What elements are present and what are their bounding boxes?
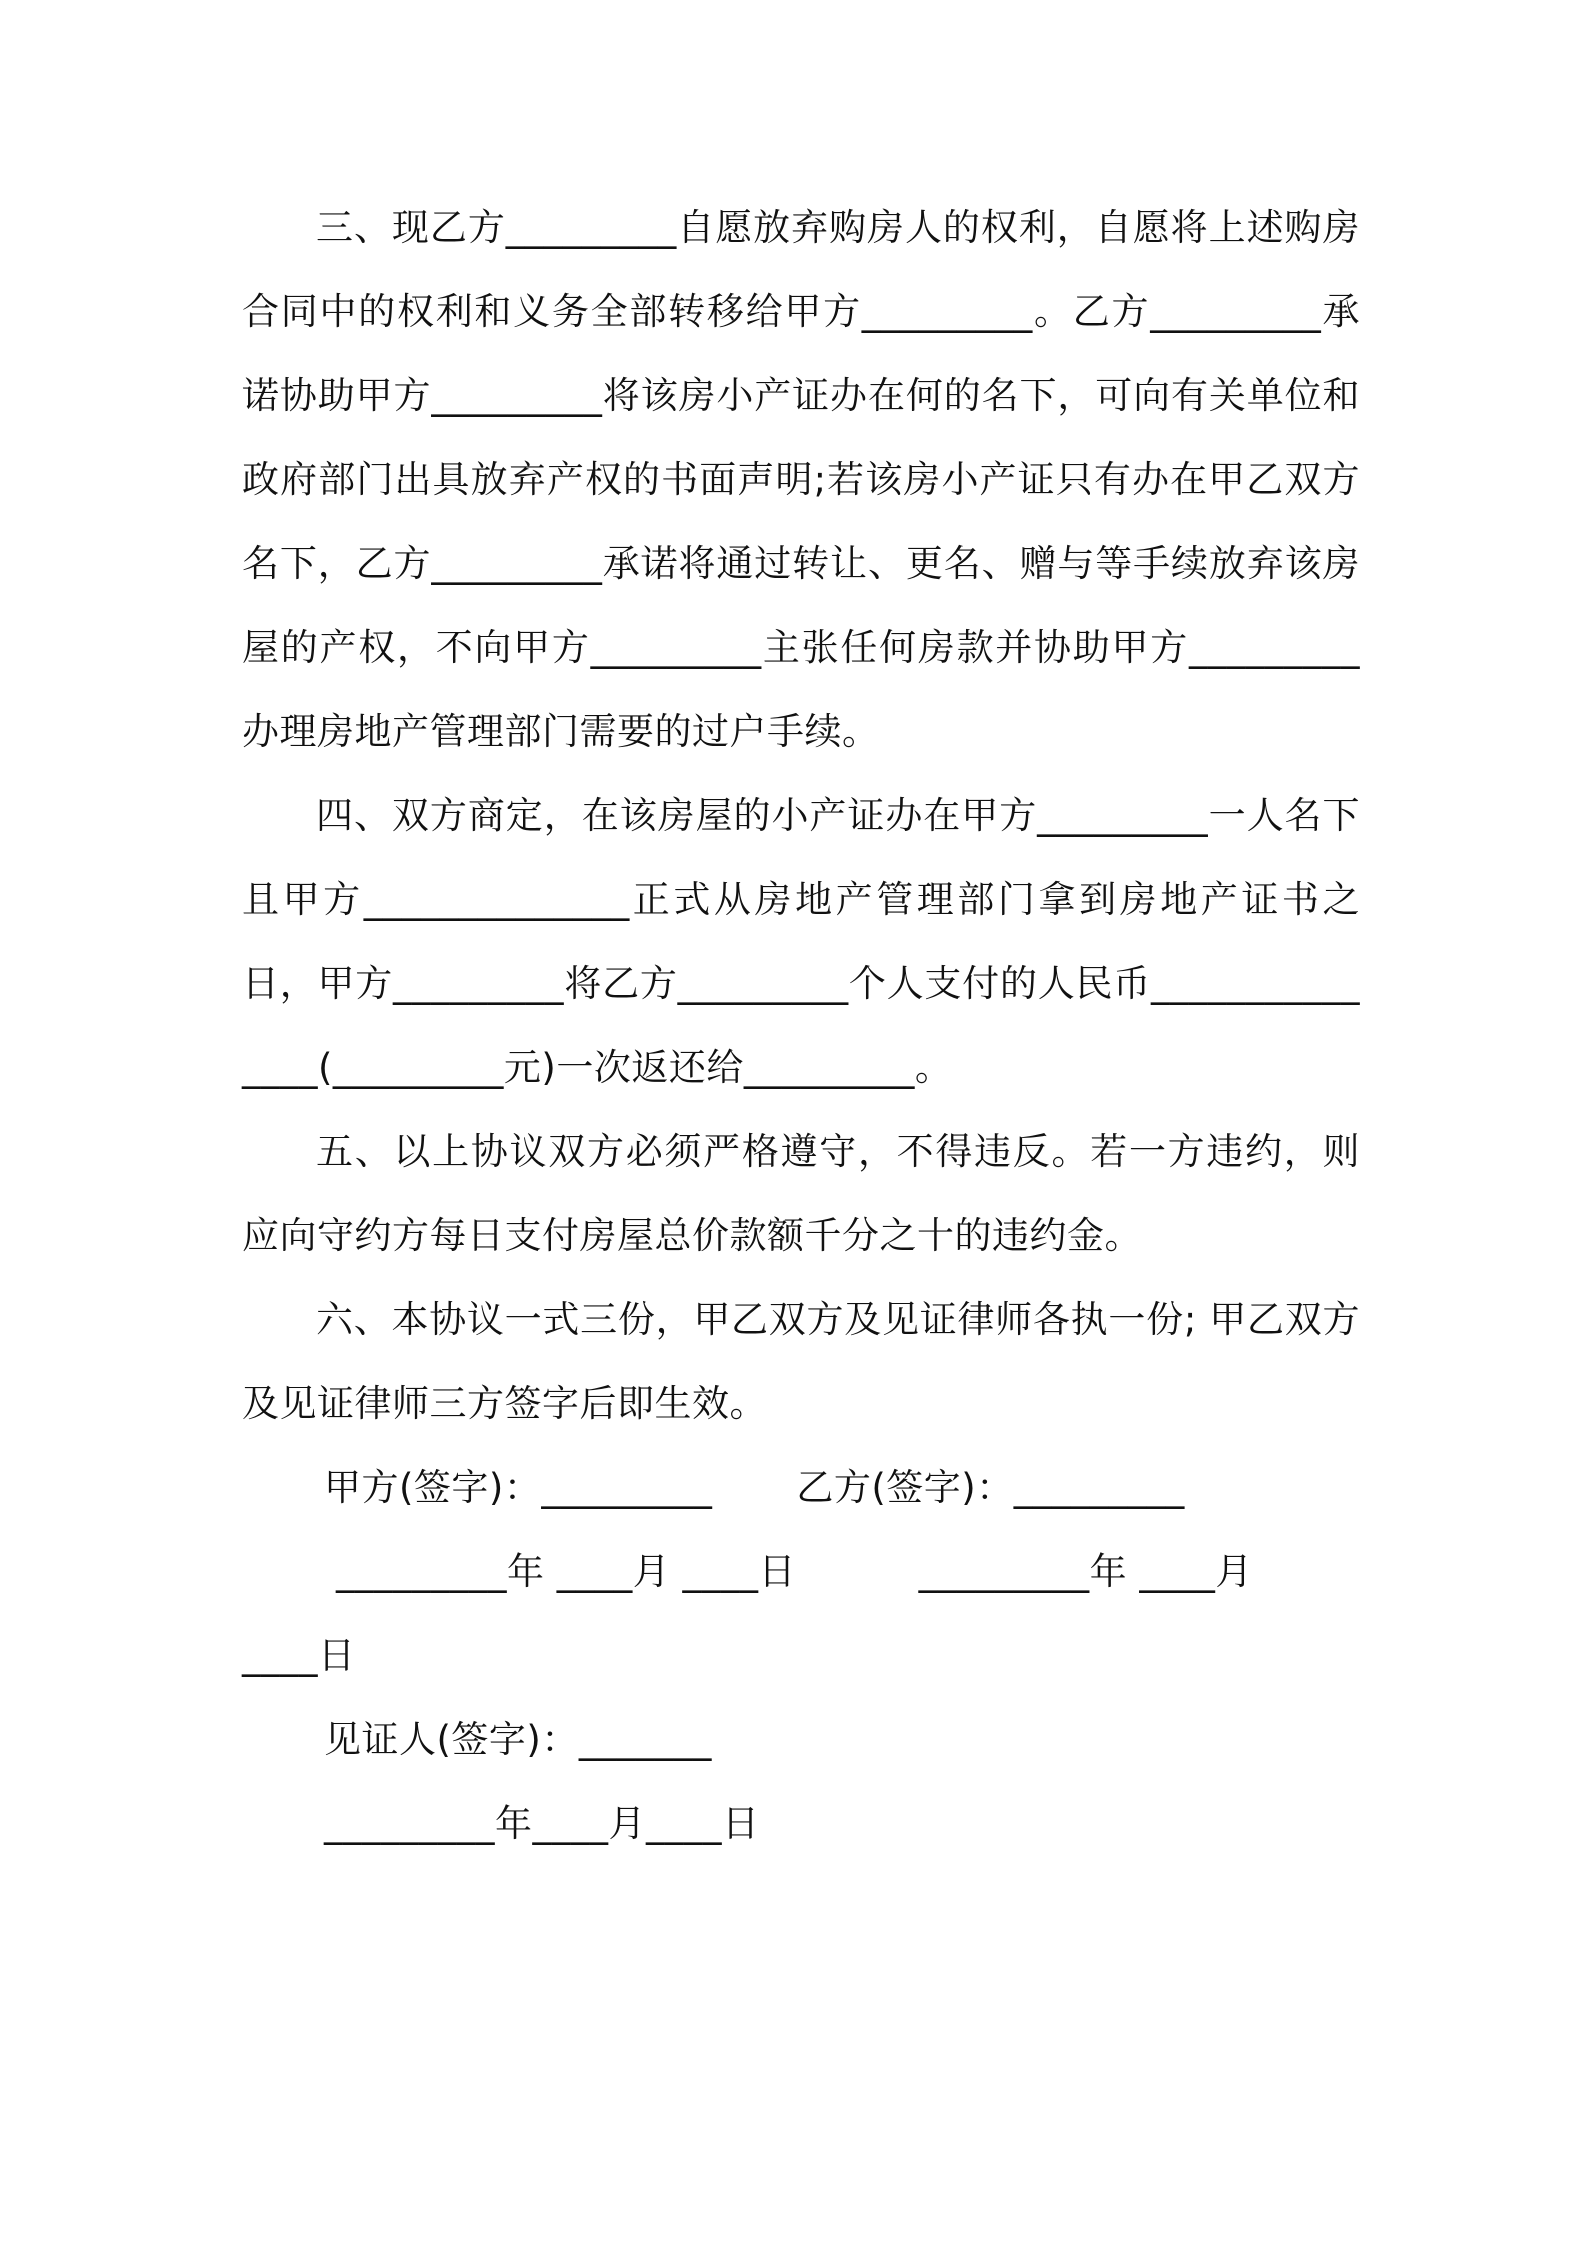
- clause-three: 三、现乙方_________自愿放弃购房人的权利，自愿将上述购房合同中的权利和义务全部转移给甲方_________。乙方_________承诺协助甲方_________将该房小产证办在何的名下，可向有关单位和政府部门出具放弃产权的书面声明;若该房小产证只有办在甲乙双方名下，乙方_________承诺将通过转让、更名、赠与等手续放弃该房屋的产权，不向甲方_________主张任何房款并协助甲方_________办理房地产管理部门需要的过户手续。: [242, 206, 1360, 753]
- witness-signature: 见证人(签字)：_______: [324, 1718, 712, 1761]
- clause-four: 四、双方商定，在该房屋的小产证办在甲方_________一人名下且甲方______________正式从房地产管理部门拿到房地产证书之日，甲方_________将乙方_________个人支付的人民币_______________(_________元)一次返还给_________。: [242, 794, 1360, 1089]
- signature-date-line: _________年 ____月 ____日 _________年 ____月: [336, 1550, 1253, 1593]
- party-b-signature: 乙方(签字)：_________: [796, 1466, 1185, 1509]
- signature-line: [242, 1446, 1360, 1530]
- signature-date-line-cont: ____日: [242, 1634, 356, 1677]
- witness-date: _________年____月____日: [324, 1802, 760, 1845]
- clause-six: 六、本协议一式三份，甲乙双方及见证律师各执一份; 甲乙双方及见证律师三方签字后即生效。: [242, 1298, 1360, 1425]
- clause-five: 五、以上协议双方必须严格遵守，不得违反。若一方违约，则应向守约方每日支付房屋总价款额千分之十的违约金。: [242, 1130, 1360, 1257]
- party-a-signature: 甲方(签字)：_________: [324, 1466, 713, 1509]
- contract-body: [242, 186, 1360, 1866]
